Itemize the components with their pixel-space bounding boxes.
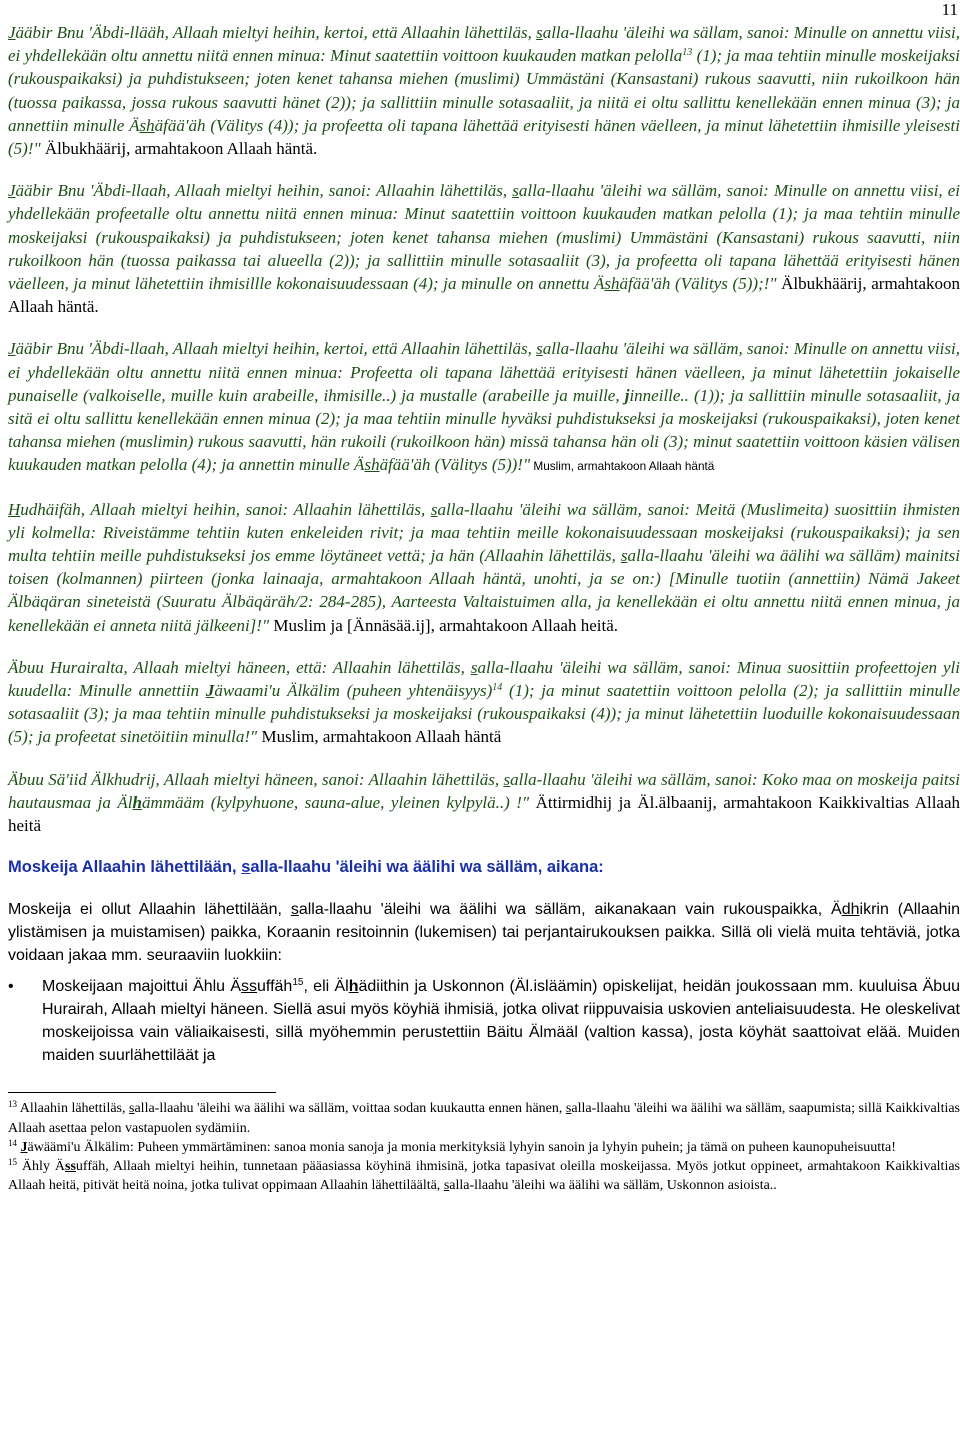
initial-letter: J: [8, 181, 16, 201]
footnote-ref-15: 15: [292, 977, 304, 989]
initial-letter: J: [8, 23, 16, 42]
hadith-source: Muslim, armahtakoon Allaah häntä: [530, 459, 715, 474]
hadith-source: Ättirmidhij ja Äl.älbaanij, armahtakoon Kaikkivaltias Allaah heitä: [8, 792, 960, 836]
footnote-14: $^{14}$ Jäwäämi'u Älkälim: Puheen ymmärtäminen: sanoa monia sanoja ja monia merkityksiä lyhyin sanoin ja lyhyin puhein; ja tämä on puheen kaunopuheisuutta!: [8, 1137, 896, 1155]
footnote-ref-13: 13: [682, 47, 693, 59]
bullet-marker: •: [8, 978, 14, 996]
section-heading: Moskeija Allaahin lähettilään, salla-llaahu 'äleihi wa äälihi wa sälläm, aikana:: [8, 858, 604, 877]
footnote-separator: [8, 1092, 276, 1093]
footnote-ref-14: 14: [492, 682, 503, 694]
hadith-source: Älbukhäärij, armahtakoon Allaah häntä.: [40, 139, 318, 159]
page-content: [8, 21, 960, 1196]
initial-letter: J: [8, 339, 16, 359]
hadith-source: Muslim, armahtakoon Allaah häntä: [257, 727, 502, 747]
body-paragraph: Moskeija ei ollut Allaahin lähettilään, salla-llaahu 'äleihi wa äälihi wa sälläm, aikanakaan vain rukouspaikka, Ädhikrin (Allaahin ylistämisen ja muistamisen) paikka, Koraanin resitoinnin (lukemisen) tai perjantairukouksen paikka. Sillä oli vielä muita tehtäviä, jotka voidaan jakaa mm. seuraaviin luokkiin:: [8, 901, 960, 965]
hadith-paragraph-1: Jääbir Bnu 'Äbdi-llääh, Allaah mieltyi heihin, kertoi, että Allaahin lähettiläs, salla-llaahu 'äleihi wa sällam, sanoi: Minulle on annettu viisi, ei yhdellekään oltu annettu niitä ennen minua: Minut saatettiin voittoon kuukauden matkan pelolla$^{13}$ (1); ja maa tehtiin minulle moskeijaksi (rukouspaikaksi) ja puhdistukseen; joten kenet tahansa miehen (muslimi) Ummästäni (Kansastani) rukous saavutti, niin rukoilkoon hän (tuossa paikassa, jossa rukous saavutti hänet (2)); ja sallittiin minulle sotasaaliit, ja niitä ei oltu sallittu kenellekään ennen minua (3); ja annettiin minulle Äshäfää'äh (Välitys (4)); ja profeetta oli tapana lähettää erityisesti hänen väelleen, ja minut lähetettiin ihmisille yleisesti (5)!" Älbukhäärij, armahtakoon Allaah häntä.: [8, 23, 960, 159]
footnote-13: $^{13}$ Allaahin lähettiläs, salla-llaahu 'äleihi wa äälihi wa sälläm, voittaa sodan kuukautta ennen hänen, salla-llaahu 'äleihi wa äälihi wa sälläm, saapumista; sillä Kaikkivaltias Allaah asettaa pelon vastapuolen sydämiin.: [8, 1099, 960, 1136]
page-number: 11: [941, 0, 958, 19]
hadith-paragraph-4: Hudhäifäh, Allaah mieltyi heihin, sanoi: Allaahin lähettiläs, salla-llaahu 'äleihi wa sälläm, sanoi: Meitä (Muslimeita) suosittiin ihmisten yli kolmella: Riveistämme tehtiin kuten enkeleiden rivit; ja maa tehtiin meille kokonaisuudessaan moskeijaksi (rukouspaikaksi); ja sen multa tehtiin meille puhdistukseksi jos emme löytäneet vettä; ja hän (Allaahin lähettiläs, salla-llaahu 'äleihi wa äälihi wa sälläm) mainitsi toisen (kolmannen) piirteen (jonka lainaaja, armahtakoon Allaah häntä, unohti, ja se on:) [Minulle tuotiin (annettiin) Nämä Jakeet Älbäqäran sineteistä (Suuratu Älbäqäräh/2: 284-285), Aarteesta Valtaistuimen alla, ja kenellekään ei oltu annettu niitä ennen minua, ja kenellekään ei anneta niitä jälkeeni]!" Muslim ja [Ännäsää.ij], armahtakoon Allaah heitä.: [8, 499, 960, 635]
hadith-paragraph-3: Jääbir Bnu 'Äbdi-llaah, Allaah mieltyi heihin, kertoi, että Allaahin lähettiläs, salla-llaahu 'äleihi wa sälläm, sanoi: Minulle on annettu viisi, ei yhdellekään oltu annettu niitä ennen minua: Profeetta oli tapana lähettää erityisesti hänen väelleen, ja minut lähetettiin jokaiselle punaiselle (valkoiselle, muille kuin arabeille, ihmisille..) ja mustalle (arabeille ja muille, jinneille.. (1)); ja sallittiin minulle sotasaaliit, ja sitä ei oltu sallittu kenellekään ennen minua (2); ja maa tehtiin minulle hyväksi puhdistukseksi ja moskeijaksi (rukouspaikaksi), joten kenet tahansa miehen (muslimin) rukous saavutti, hän rukoili (rukoilkoon hän) missä tahansa hän oli (3); minut saatettiin voittoon käsien välisen kuukauden matkan pelolla (4); ja annettin minulle Äshäfää'äh (Välitys (5))!" Muslim, armahtakoon Allaah häntä: [8, 339, 960, 475]
hadith-paragraph-5: Äbuu Hurairalta, Allaah mieltyi häneen, että: Allaahin lähettiläs, salla-llaahu 'äleihi wa sälläm, sanoi: Minua suosittiin profeettojen yli kuudella: Minulle annettiin Jäwaami'u Älkälim (puheen yhtenäisyys)$^{14}$ (1); ja minut saatettiin voittoon pelolla (2); ja sallittiin minulle sotasaaliit (3); ja maa tehtiin minulle puhdistukseksi ja moskeijaksi (rukouspaikaksi (4)); ja minut lähetettiin luoduille kokonaisuudessaan (5); ja profeetat sinetöitiin minulla!" Muslim, armahtakoon Allaah häntä: [8, 657, 960, 747]
hadith-source: Älbukhäärij, armahtakoon Allaah häntä.: [8, 274, 960, 317]
initial-letter: H: [8, 499, 21, 519]
hadith-paragraph-6: Äbuu Sä'iid Älkhudrij, Allaah mieltyi häneen, sanoi: Allaahin lähettiläs, salla-llaahu 'äleihi wa sälläm, sanoi: Koko maa on moskeija paitsi hautausmaa ja Älhämmääm (kylpyhuone, sauna-alue, yleinen kylpylä..) !" Ättirmidhij ja Äl.älbaanij, armahtakoon Kaikkivaltias Allaah heitä: [8, 769, 960, 836]
footnote-15: $^{15}$ Ähly Ässuffäh, Allaah mieltyi heihin, tunnetaan pääasiassa köyhinä ihmisinä, jotka tapasivat oleilla moskeijassa. Myös jotkut oppineet, armahtakoon Kaikkivaltias Allaah heitä, pitivät heitä noina, jotka tulivat oppimaan Allaahin lähettiläältä, salla-llaahu 'äleihi wa äälihi wa sälläm, Uskonnon asioista..: [8, 1157, 960, 1194]
hadith-source: Muslim ja [Ännäsää.ij], armahtakoon Allaah heitä.: [269, 615, 618, 635]
hadith-paragraph-2: Jääbir Bnu 'Äbdi-llaah, Allaah mieltyi heihin, sanoi: Allaahin lähettiläs, salla-llaahu 'äleihi wa sälläm, sanoi: Minulle on annettu viisi, ei yhdellekään profeetalle oltu annettu niitä ennen minua: Minut saatettiin voittoon kuukauden matkan pelolla (1); ja maa tehtiin minulle moskeijaksi (rukouspaikaksi) ja puhdistukseen; joten kenet tahansa miehen (muslimi) Ummästäni (Kansastani) rukous saavutti, niin rukoilkoon hän (tuossa paikassa tai alueella (2)); ja sallittiin minulle sotasaaliit (3), ja profeetta oli tapana lähettää erityisesti hänen väelleen, ja minut lähetettiin ihmisillle kokonaisuudessaan (4); ja minulle on annettu Äshäfää'äh (Välitys (5));!" Älbukhäärij, armahtakoon Allaah häntä.: [8, 181, 960, 317]
bullet-item: • Moskeijaan majoittui Ählu Ässuffäh$^{15}$, eli Älhädiithin ja Uskonnon (Äl.isläämin) opiskelijat, heidän joukossaan mm. kuuluisa Äbuu Hurairah, Allaah mieltyi häneen. Siellä asui myös köyhiä ihmisiä, jotka olivat riippuvaisia uskovien anteliaisuudesta. He oleskelivat moskeijoissa vain väliaikaisesti, sillä myöhemmin perustettiin Bäitu Älmääl (valtion kassa), josta köyhät saattoivat elää. Muiden maiden suurlähettiläät ja: [8, 977, 960, 1065]
